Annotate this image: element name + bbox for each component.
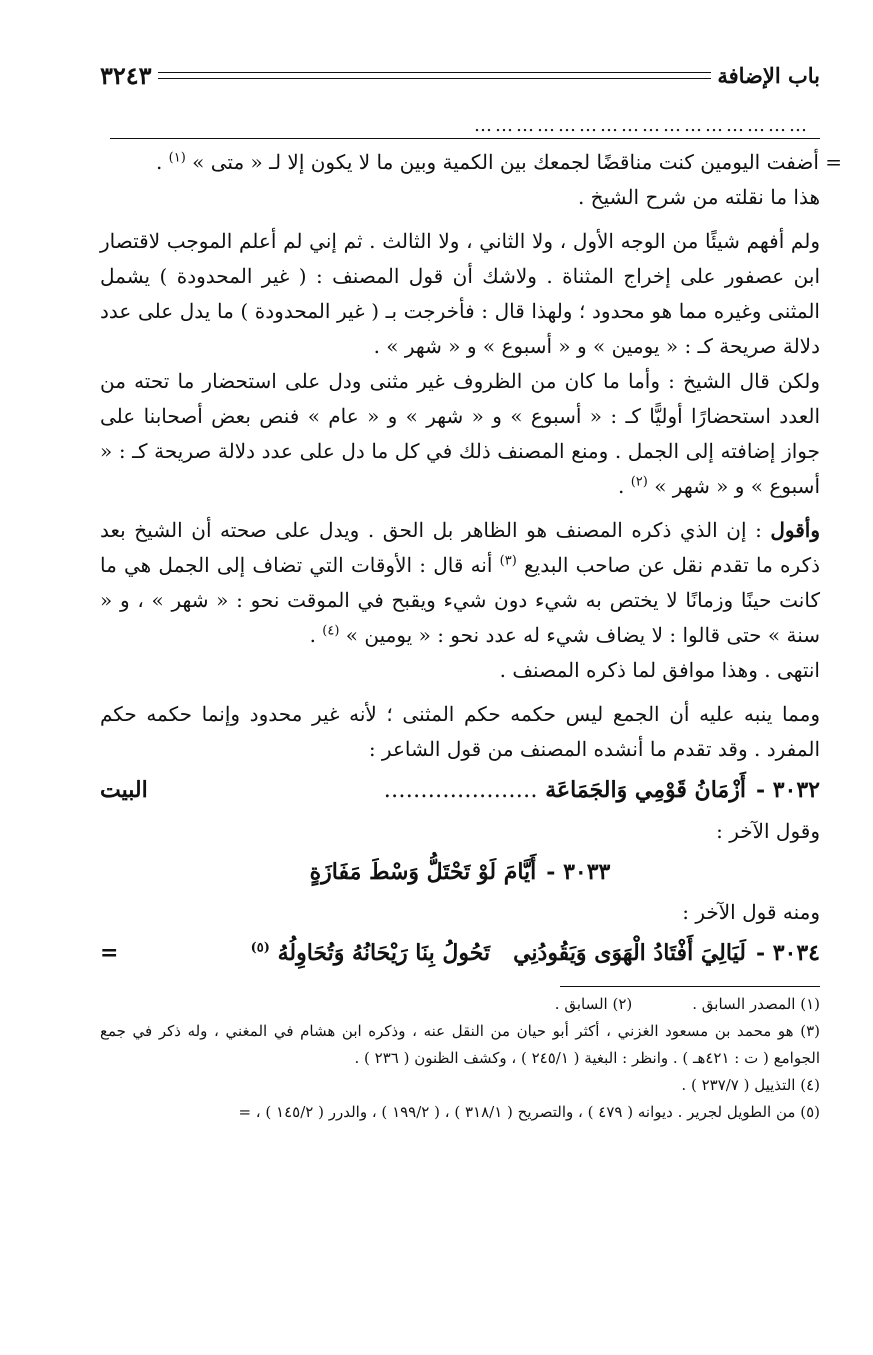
paragraph: هذا ما نقلته من شرح الشيخ . [577,185,820,209]
footnote-5: (٥) من الطويل لجرير . ديوانه ( ٤٧٩ ) ، والتصريح ( ٣١٨/١ ) ، ( ١٩٩/٢ ) ، والدرر ( ١٤٥/٢ ) ، = [238,1103,820,1121]
separator-rule [110,138,820,139]
page-number: ٣٢٤٣ [100,60,152,90]
verse-3034: ٣٠٣٤ -لَيَالِيَ أَفْتَادُ الْهَوَى وَيَقُودُنِي تَحُولُ بِنَا رَيْحَانُهُ وَتُحَاوِلُهُ $^{(٥)}$ = [100,940,820,966]
footnotes [100,991,820,1126]
footnote-ref: (٤) [322,623,340,639]
paragraph: انتهى . وهذا موافق لما ذكره المصنف . [499,658,820,682]
paragraph: ولكن قال الشيخ : وأما ما كان من الظروف غير مثنى ودل على استحضار ما تحته من العدد استحضارًا أوليًّا كـ : « أسبوع » و « شهر » و « عام » فنص بعض أصحابنا على جواز إضافته إلى الجمل . ومنع المصنف ذلك في كل ما دل على عدد دلالة صريحة كـ : « أسبوع » و « شهر » $^{(٢)}$ . [100,369,820,498]
body-text [100,145,842,976]
paragraph: ولم أفهم شيئًا من الوجه الأول ، ولا الثاني ، ولا الثالث . ثم إني لم أعلم الموجب لاقتصار ابن عصفور على إخراج المثناة . ولاشك أن قول المصنف : ( غير المحدودة ) يشمل المثنى وغيره مما هو محدود ؛ ولهذا قال : فأخرجت بـ ( غير المحدودة ) ما يدل على عدد دلالة صريحة كـ : « يومين » و « أسبوع » و « شهر » . [100,229,820,358]
running-header [100,55,820,95]
verse-intro: وقول الآخر : [716,819,820,843]
paragraph: وأقول : إن الذي ذكره المصنف هو الظاهر بل الحق . ويدل على صحته أن الشيخ بعد ذكره ما تقدم نقل عن صاحب البديع $^{(٣)}$ أنه قال : الأوقات التي تضاف إلى الجمل هي ما كانت حينًا وزمانًا لا يختص به شيء دون شيء ويقبح في الموقت نحو : « شهر » ، و « سنة » حتى قالوا : لا يضاف شيء له عدد نحو : « يومين » $^{(٤)}$ . [100,518,820,647]
chapter-title: باب الإضافة [717,62,820,88]
footnote-3: (٣) هو محمد بن مسعود الغزني ، أكثر أبو حيان من النقل عنه ، وذكره ابن هشام في المغني ، وله ذكر في جمع الجوامع ( ت : ٤٢١هـ ) . وانظر : البغية ( ٢٤٥/١ ) ، وكشف الظنون ( ٢٣٦ ) . [100,1022,820,1067]
footnote-1-2: (١) المصدر السابق .(٢) السابق . [554,995,820,1013]
verse-intro: ومنه قول الآخر : [682,900,820,924]
verse-3032: ٣٠٣٢ -أَزْمَانُ قَوْمِي وَالجَمَاعَة ………………… البيت [100,777,820,803]
footnote-rule [560,986,820,987]
header-rule [158,72,712,79]
paragraph: = أضفت اليومين كنت مناقضًا لجمعك بين الكمية وبين ما لا يكون إلا لـ « متى » $^{(١)}$ . [155,150,842,174]
footnote-ref: (٣) [499,553,517,569]
verse-3033: ٣٠٣٣ -أَيَّامَ لَوْ تَحْتَلُّ وَسْطَ مَفَازَةٍ [309,859,611,885]
paragraph: ومما ينبه عليه أن الجمع ليس حكمه حكم المثنى ؛ لأنه غير محدود وإنما حكمه حكم المفرد . وقد تقدم ما أنشده المصنف من قول الشاعر : [100,702,820,761]
continuation-dots: ………………………………………… [474,115,810,136]
document-page [100,55,842,1126]
footnote-4: (٤) التذييل ( ٢٣٧/٧ ) . [681,1076,820,1094]
footnote-ref: (٢) [630,474,648,490]
footnote-ref: (١) [168,150,186,166]
